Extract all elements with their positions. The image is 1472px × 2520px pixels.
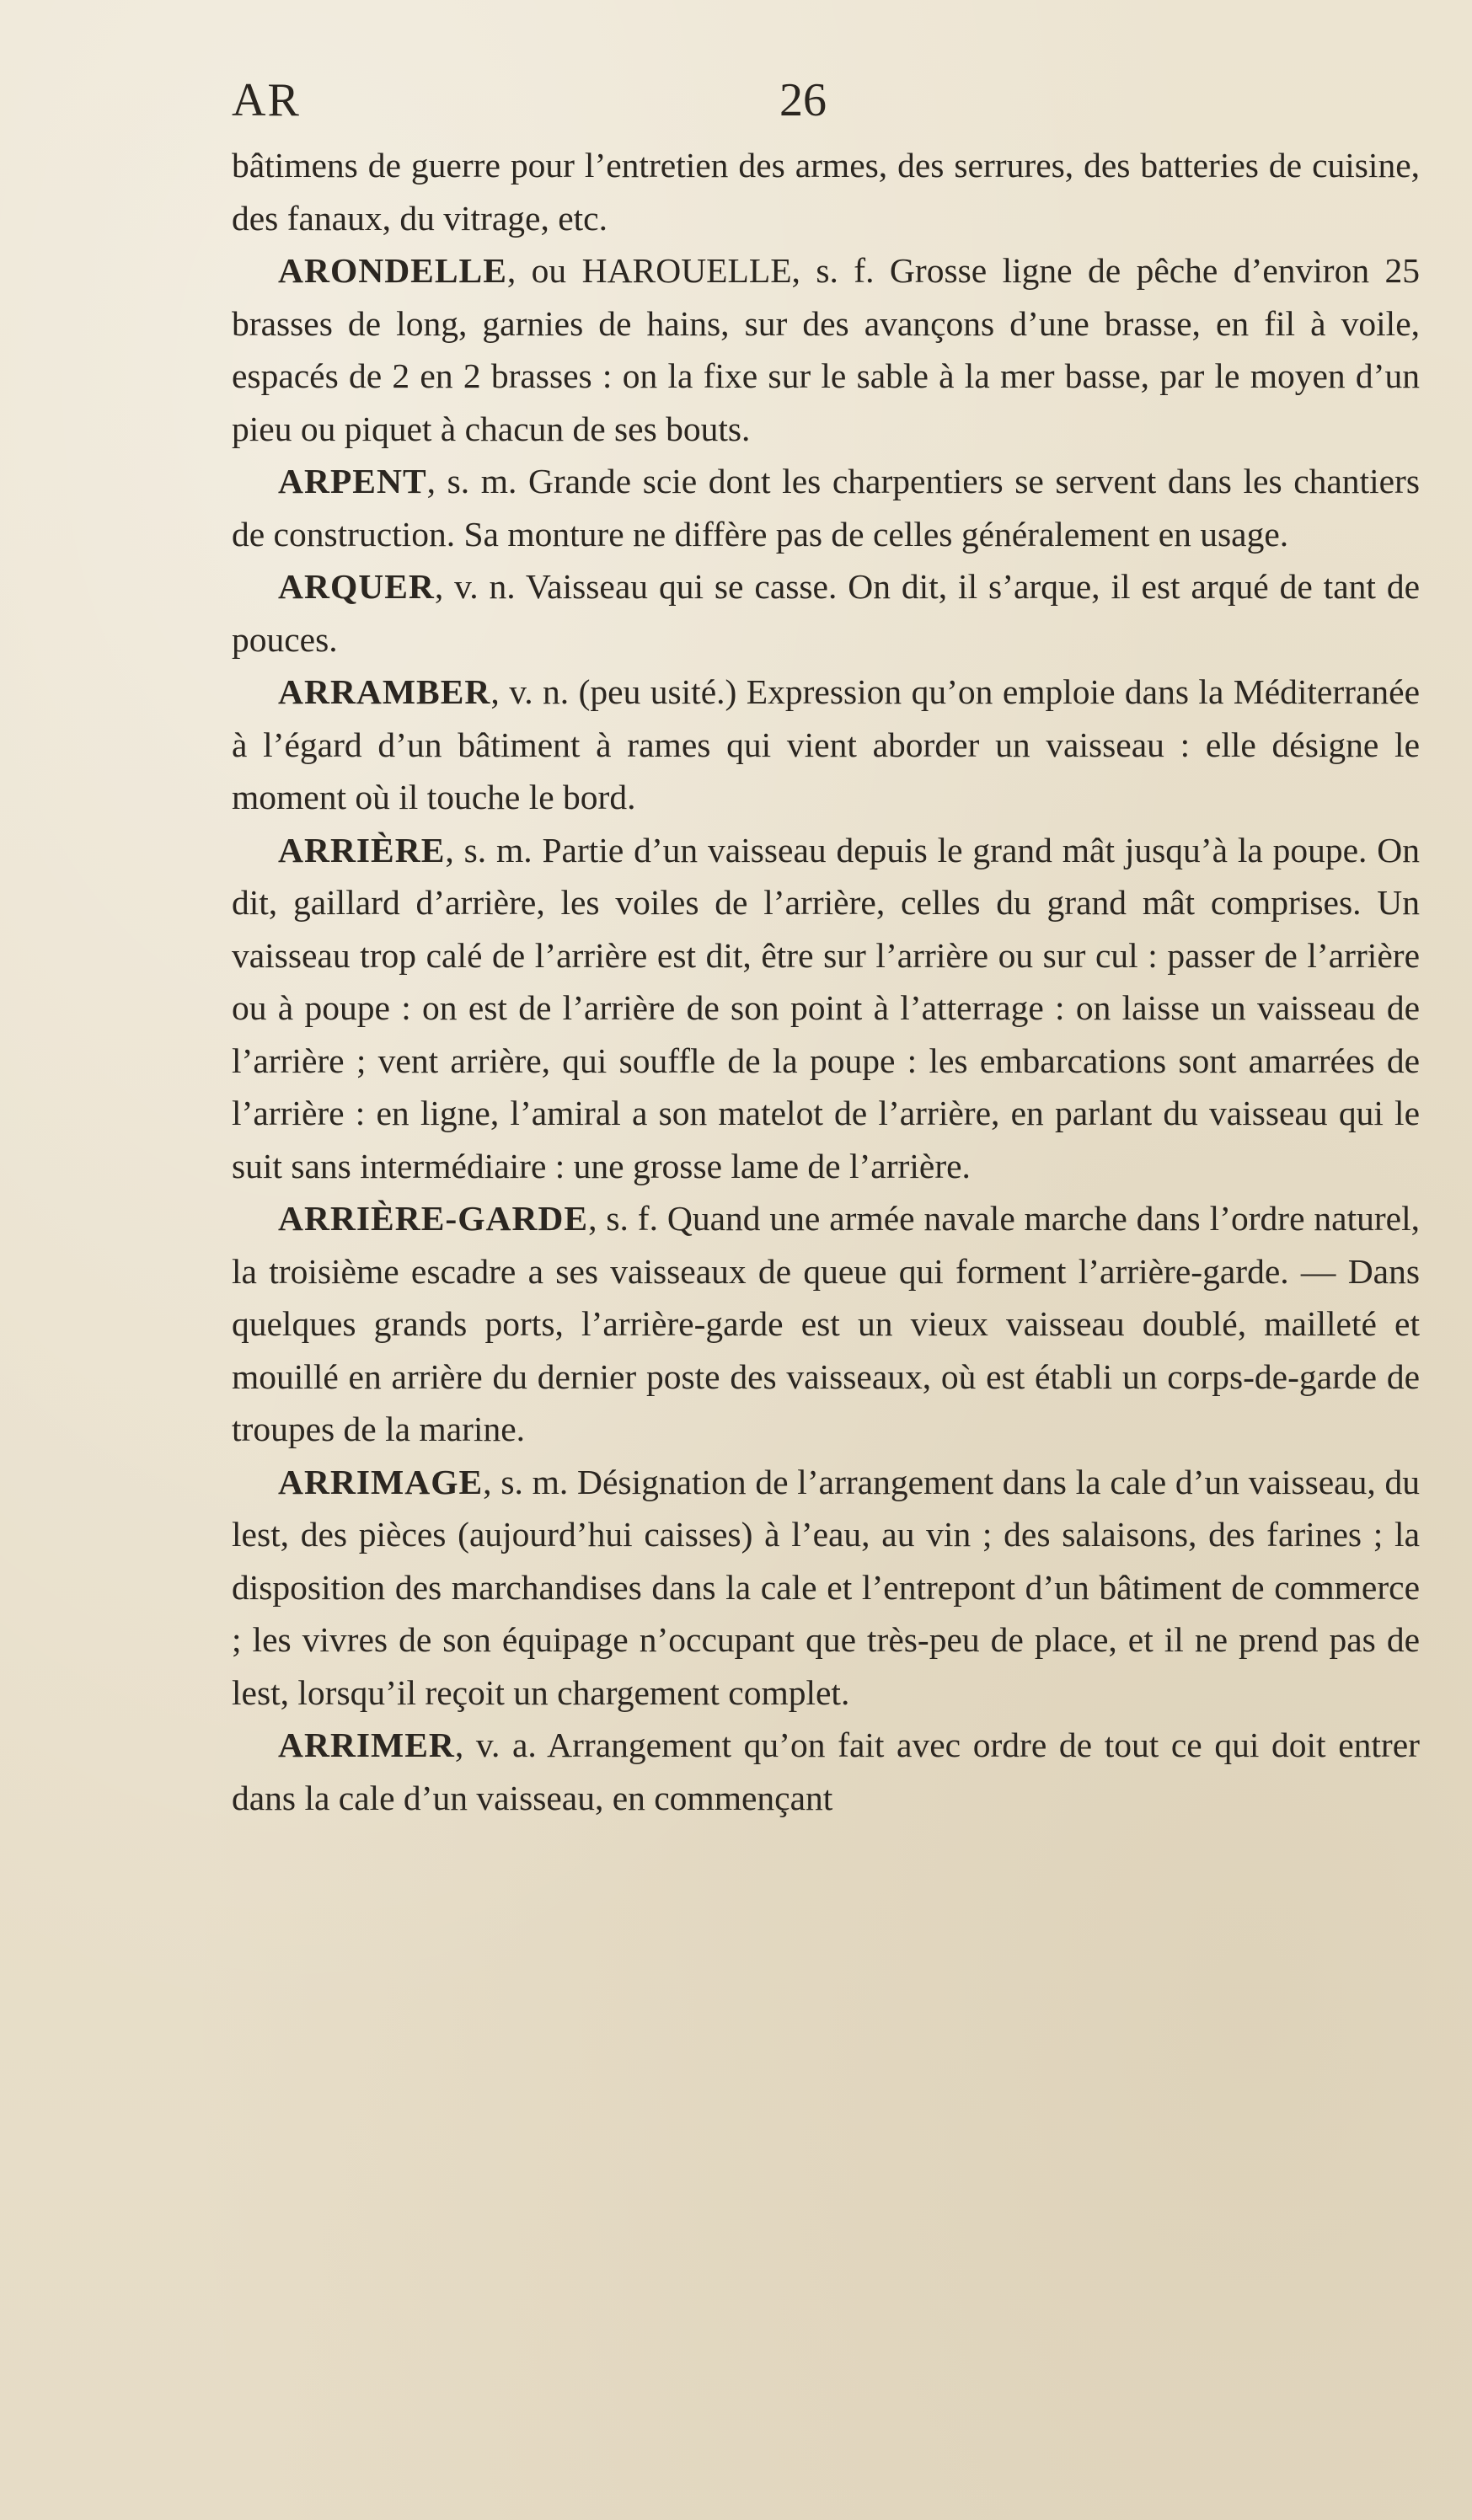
dictionary-text [232, 139, 1420, 1824]
entry-headword: ARRAMBER [278, 672, 491, 711]
entry-headword: ARPENT [278, 462, 427, 500]
entry-text: , s. m. Désignation de l’arrangement dans la cale d’un vaisseau, du lest, des pièces (aujourd’hui caisses) à l’eau, au vin ; des salaisons, des farines ; la disposition des marchandises dans la cale et l’entrepont d’un bâtiment de commerce ; les vivres de son équipage n’occupant que très-peu de place, et il ne prend pas de lest, lorsqu’il reçoit un chargement complet. [232, 1462, 1420, 1712]
entry-text: , v. n. Vaisseau qui se casse. On dit, il s’arque, il est arqué de tant de pouces. [232, 567, 1420, 659]
entry-headword: ARRIÈRE-GARDE [278, 1199, 589, 1238]
running-head [232, 71, 1411, 130]
page-number: 26 [779, 74, 827, 126]
entry-text: , v. a. Arrangement qu’on fait avec ordre de tout ce qui doit entrer dans la cale d’un vaisseau, en commençant [232, 1725, 1420, 1817]
entry-arramber [232, 666, 1420, 824]
entry-headword: ARRIMER [278, 1725, 455, 1764]
entry-arriere-garde [232, 1192, 1420, 1456]
entry-arrimage [232, 1456, 1420, 1720]
entry-arrimer [232, 1719, 1420, 1824]
entry-text: , s. m. Partie d’un vaisseau depuis le grand mât jusqu’à la poupe. On dit, gaillard d’arrière, les voiles de l’arrière, celles du grand mât comprises. Un vaisseau trop calé de l’arrière est dit, être sur l’arrière ou sur cul : passer de l’arrière ou à poupe : on est de l’arrière de son point à l’atterrage : on laisse un vaisseau de l’arrière ; vent arrière, qui souffle de la poupe : les embarcations sont amarrées de l’arrière : en ligne, l’amiral a son matelot de l’arrière, en parlant du vaisseau qui le suit sans intermédiaire : une grosse lame de l’arrière. [232, 830, 1420, 1185]
entry-headword: ARONDELLE [278, 251, 507, 290]
entry-arondelle [232, 244, 1420, 455]
entry-headword: ARQUER [278, 567, 435, 606]
running-head-letters: AR [232, 74, 301, 126]
entry-arriere [232, 824, 1420, 1193]
entry-text: , s. f. Quand une armée navale marche dans l’ordre naturel, la troisième escadre a ses vaisseaux de queue qui forment l’arrière-garde. — Dans quelques grands ports, l’arrière-garde est un vieux vaisseau doublé, mailleté et mouillé en arrière du dernier poste des vaisseaux, où est établi un corps-de-garde de troupes de la marine. [232, 1199, 1420, 1448]
entry-text: bâtimens de guerre pour l’entretien des armes, des serrures, des batteries de cuisine, des fanaux, du vitrage, etc. [232, 146, 1420, 238]
entry-text: , ou HAROUELLE, s. f. Grosse ligne de pêche d’environ 25 brasses de long, garnies de hains, sur des avançons d’une brasse, en fil à voile, espacés de 2 en 2 brasses : on la fixe sur le sable à la mer basse, par le moyen d’un pieu ou piquet à chacun de ses bouts. [232, 251, 1420, 448]
entry-arpent [232, 455, 1420, 560]
entry-headword: ARRIÈRE [278, 830, 446, 869]
entry-text: , s. m. Grande scie dont les charpentiers se servent dans les chantiers de construction. Sa monture ne diffère pas de celles généralement en usage. [232, 462, 1420, 554]
entry-headword: ARRIMAGE [278, 1462, 484, 1501]
entry-continuation [232, 139, 1420, 244]
entry-text: , v. n. (peu usité.) Expression qu’on emploie dans la Méditerranée à l’égard d’un bâtiment à rames qui vient aborder un vaisseau : elle désigne le moment où il touche le bord. [232, 672, 1420, 816]
entry-arquer [232, 560, 1420, 666]
